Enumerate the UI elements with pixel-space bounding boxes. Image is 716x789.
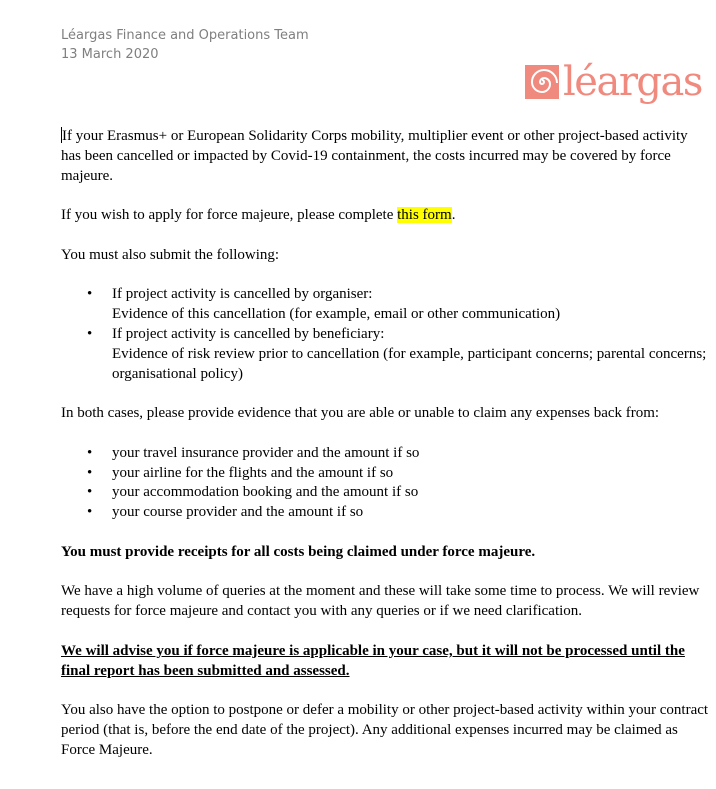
list-item: • your course provider and the amount if so	[112, 503, 711, 523]
list-item: • your accommodation booking and the amount if so	[112, 483, 711, 503]
list-item-detail: Evidence of risk review prior to cancellation (for example, participant concerns; parental concerns; organisational policy)	[112, 345, 707, 382]
cancellation-list	[61, 285, 711, 384]
spiral-logo-icon	[525, 65, 559, 99]
leargas-logo	[525, 58, 702, 106]
intro-paragraph: If your Erasmus+ or European Solidarity Corps mobility, multiplier event or other project-based activity has been cancelled or impacted by Covid-19 containment, the costs incurred may be covered by force majeure.	[61, 128, 688, 184]
submit-heading: You must also submit the following:	[61, 246, 280, 263]
list-item-title: • If project activity is cancelled by organiser:	[112, 286, 373, 303]
apply-paragraph: If you wish to apply for force majeure, please complete this form.	[61, 207, 456, 224]
evidence-paragraph: In both cases, please provide evidence that you are able or unable to claim any expenses back from:	[61, 405, 660, 422]
form-link[interactable]: this form	[397, 207, 452, 224]
document-header	[61, 26, 309, 64]
postpone-paragraph: You also have the option to postpone or defer a mobility or other project-based activity within your contract period (that is, before the end date of the project). Any additional expenses incurred may be claimed as Force Majeure.	[61, 702, 709, 758]
list-item	[112, 285, 711, 325]
list-item	[112, 325, 711, 384]
team-name: Léargas Finance and Operations Team	[61, 28, 309, 43]
receipts-notice: You must provide receipts for all costs being claimed under force majeure.	[61, 543, 536, 560]
advise-notice: We will advise you if force majeure is applicable in your case, but it will not be processed until the final report has been submitted and assessed.	[61, 642, 685, 679]
volume-paragraph: We have a high volume of queries at the moment and these will take some time to process. We will review requests for force majeure and contact you with any queries or if we need clarification.	[61, 583, 700, 620]
list-item: • your travel insurance provider and the amount if so	[112, 444, 711, 464]
document-body	[61, 127, 711, 780]
list-item-detail: Evidence of this cancellation (for example, email or other communication)	[112, 306, 561, 323]
expense-list	[61, 444, 711, 523]
list-item-title: • If project activity is cancelled by beneficiary:	[112, 325, 385, 342]
header-date: 13 March 2020	[61, 47, 159, 62]
logo-wordmark: léargas	[563, 59, 702, 105]
list-item: • your airline for the flights and the amount if so	[112, 464, 711, 484]
